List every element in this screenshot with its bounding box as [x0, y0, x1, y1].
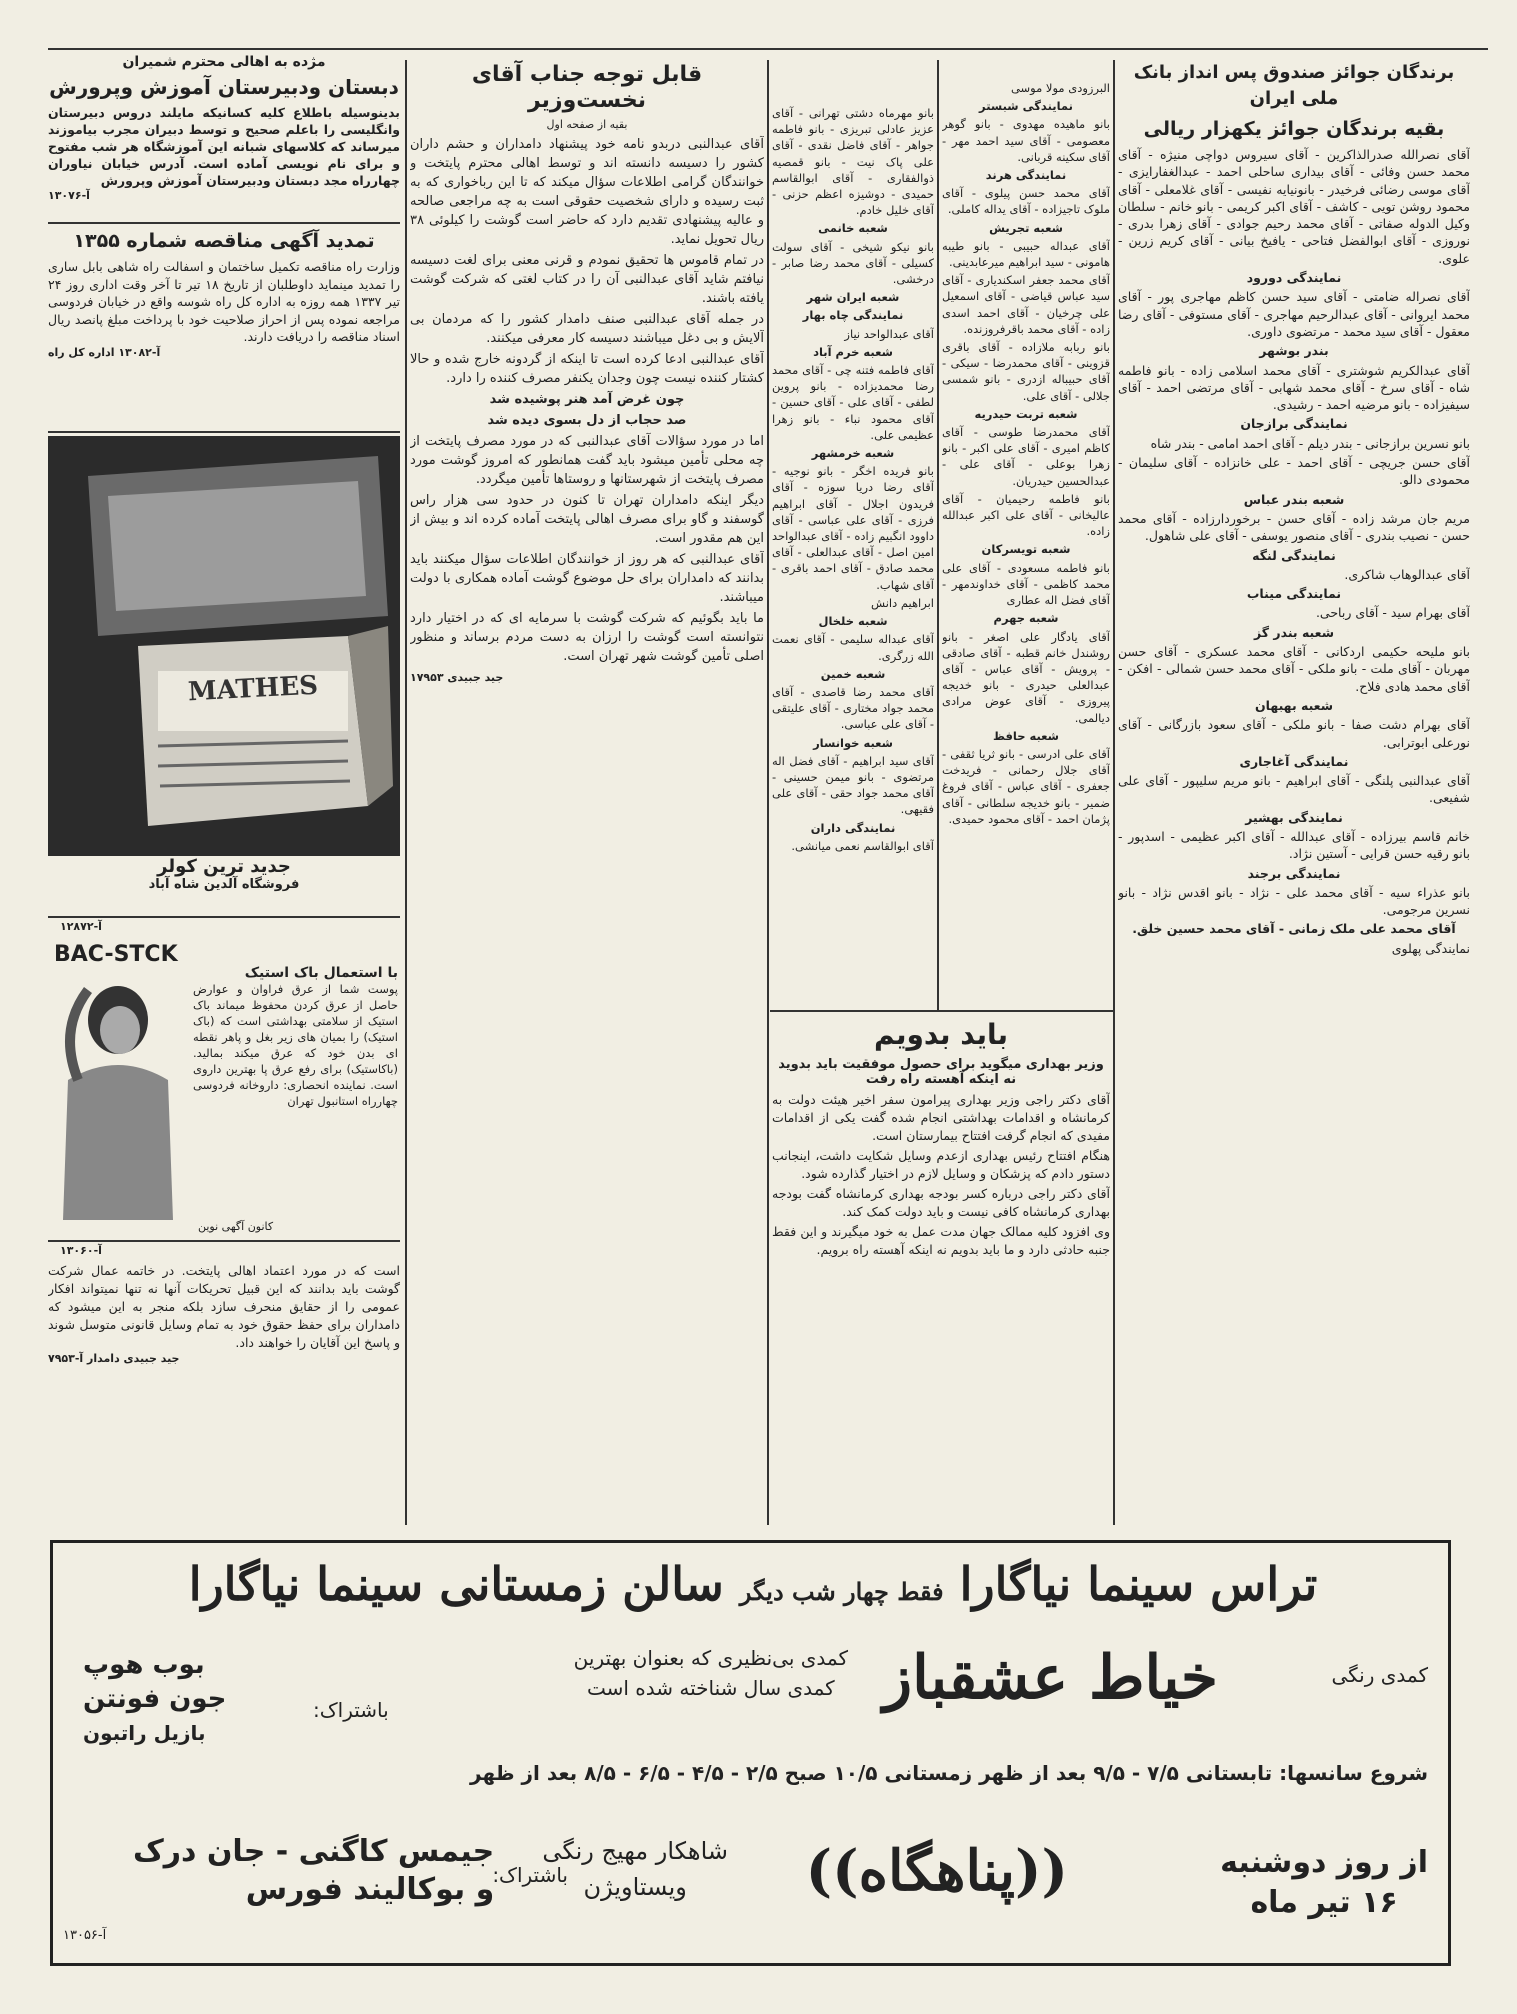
next-film-genre: شاهکار مهیج رنگی ویستاویژن: [542, 1837, 728, 1901]
article-continued-note: بقیه از صفحه اول: [546, 118, 628, 131]
banner-code: آ-۱۳۰۵۶: [63, 1928, 107, 1943]
ad-tender: [48, 226, 400, 433]
ad-cooler: [48, 436, 400, 918]
article-we-must-run-title: باید بدویم: [873, 1018, 1009, 1051]
cooler-illustration: [48, 436, 400, 856]
bacstick-brand: BAC-STCK: [54, 942, 178, 967]
column-rule-2: [937, 60, 939, 1010]
ad-tender-text: وزارت راه مناقصه تکمیل ساختمان و اسفالت راه شاهی بابل ساری را تمدید مینماید داوطلبان از تاریخ ۱۸ تیر تا آخر وقت اداری روز ۲۴ تیر ۱۳۳۷ همه روزه به اداره کل راه شوسه واقع در خیابان فردوسی مراجعه نموده پس از احراز صلاحیت خود با پرداخت مبلغ پانصد ریال اسناد مناقصه را دریافت دارند.: [48, 259, 400, 344]
box-rule-top: [770, 1010, 1113, 1012]
bacstick-head: با استعمال باک استیک: [244, 965, 398, 981]
bacstick-figure: [48, 970, 188, 1220]
ad-bacstick: [48, 940, 400, 1242]
next-film-title: ((پناهگاه)): [805, 1838, 1068, 1904]
film-title: خیاط عشقباز: [883, 1643, 1218, 1713]
film-genre: کمدی رنگی: [1331, 1663, 1428, 1687]
ad-tender-code: آ-۱۳۰۸۲ اداره کل راه: [48, 345, 161, 359]
ad-school-title: دبستان ودبیرستان آموزش وپرورش: [49, 75, 399, 99]
notice-cattle: [48, 1262, 400, 1527]
cinema-banner: [50, 1540, 1451, 1966]
cooler-brand: MATHES: [187, 670, 319, 708]
ad-school: [48, 52, 400, 224]
article-prime-minister: [410, 60, 764, 1530]
article-prime-minister-body: آقای عبدالنبی دربدو نامه خود پیشنهاد دامداران و حشم داران کشور را دسیسه دانسته اند و توسط اهالی محترم پایتخت و خوانندگان گرامی اطلاعات سؤال میکند که تا این رباخواری که به ثبت رسیده و دارای شخصیت حقوقی است به چه مراجعی صالحه و عالیه پیشنهادی تقدیم دارد که حاضر است گوشت را کیلوئی ۳۸ ریال تحویل نماید. در تمام قاموس ها تحقیق نمودم و قرنی معنی برای لغت دسیسه نیافتم شاید آقای عبدالنبی آن را در کتاب لغتی که شرکت گوشت یافته باشند. در جمله آقای عبدالنبی صنف دامدار کشور را که مردمان بی آلایش و بی دغل میباشند دسیسه کار معرفی میکنند. آقای عبدالنبی ادعا کرده است تا اینکه از گردونه خارج شده و حالا کشتار کننده نیست چون وجدان یکنفر مصرف کننده را دارد. چون غرض آمد هنر پوشیده شد صد حجاب از دل بسوی دیده شد اما در مورد سؤالات آقای عبدالنبی که در مورد مصرف پایتخت از چه محلی تأمین میشود باید گفت همانطور که امروز گوشت مورد مصرف پایتخت از شهرستانها و روستاها تأمین میگردد. دیگر اینکه دامداران تهران تا کنون در حدود سی هزار راس گوسفند و گاو برای مصرف اهالی پایتخت آماده کرده اند و بیش از این هم مقدور است. آقای عبدالنبی که هر روز از خوانندگان اطلاعات سؤال میکنند باید بدانند که دامداران برای حل موضوع گوشت آماده همکاری با دولت میباشند. ما باید بگوئیم که شرکت گوشت با سرمایه ای که در اختیار دارد نتوانسته است گوشت را ارزان به دست مردم برساند و منظور اصلی تأمین گوشت شهر تهران است. جید جبیدی ۱۷۹۵۳: [410, 137, 764, 684]
winners-subheadline: بقیه برندگان جوائز یکهزار ریالی: [1143, 118, 1445, 140]
winners-list-3: بانو مهرماه دشتی تهرانی - آقای عزیز عادلی تبریزی - بانو فاطمه جواهر - آقای فاضل نقدی - آقای علی پاک نیت - بانو قمصیه ذوالفقاری - آقای ابوالقاسم حمیدی - دوشیزه اعظم حزنی - آقای خلیل خادم. شعبه خانمی بانو نیکو شیخی - آقای سولت کسیلی - آقای محمد رضا صابر - درخشی. شعبه ایران شهر نمایندگی چاه بهار آقای عبدالواحد نیاز شعبه خرم آباد آقای فاطمه فتنه چی - آقای محمد رضا محمدیزاده - بانو پروین لطفی - آقای علی - آقای حسین - آقای محمود نباء - بانو زهرا عظیمی علی. شعبه خرمشهر بانو فریده اخگر - بانو نوجیه - آقای رضا دریا سوزه - آقای فریدون اجلال - آقای ابراهیم فرزی - آقای علی عباسی - آقای داوود انگبیم زاده - آقای عبدالواحد امین اصل - آقای عبدالعلی - آقای محمد صادق - آقای احمد باقری - آقای شهاب. ابراهیم دانش شعبه خلخال آقای عبداله سلیمی - آقای نعمت الله زرگری. شعبه خمین آقای محمد رضا قاصدی - آقای محمد جواد مختاری - آقای علیتقی - آقای علی عباسی. شعبه خوانسار آقای سید ابراهیم - آقای فضل اله مرتضوی - بانو میمن حسینی - آقای محمد جواد حقی - آقای علی فقیهی. نمایندگی داران آقای ابوالقاسم نعمی میانشی.: [772, 106, 934, 853]
ad-school-tagline: مژده به اهالی محترم شمیران: [122, 54, 326, 70]
film-with: باشتراک:: [313, 1698, 389, 1722]
cooler-caption: جدید ترین کولر فروشگاه آلدین شاه آباد: [48, 856, 400, 916]
next-film-with: باشتراک:: [492, 1863, 568, 1887]
cinema-headline: تراس سینما نیاگارا فقط چهار شب دیگر سالن زمستانی سینما نیاگارا: [188, 1557, 1318, 1611]
film-description: کمدی بی‌نظیری که بعنوان بهترین کمدی سال شناخته شده است: [573, 1646, 848, 1700]
column-winners-3: [772, 105, 934, 1005]
notice-cattle-code: جید جبیدی دامدار آ-۷۹۵۳: [48, 1352, 180, 1365]
article-we-must-run: [772, 1015, 1110, 1527]
notice-cattle-text: است که در مورد اعتماد اهالی پایتخت. در خاتمه عمال شرکت گوشت باید بدانند که این قبیل تحریکات آنها نه تنها نمیتواند افکار عمومی را از حقایق منحرف سازد بلکه منجر به این میشود که دامداران برای حفظ حقوق خود به تمام وسایل قانونی متوسل شوند و پاسخ این آقایان را خواهند داد.: [48, 1263, 400, 1350]
bacstick-agency: کانون آگهی نوین: [198, 1220, 274, 1233]
article-prime-minister-title: قابل توجه جناب آقای نخست‌وزیر: [471, 62, 703, 113]
bacstick-text: پوست شما از عرق فراوان و عوارض حاصل از عرق کردن محفوظ میماند باک استیک از سلامتی بهداشتی است که (باک استیک) را بمیان های زیر بغل و پاهر نقطه ای بدن خود که عرق میکند بمالید. (باکاستیک) برای رفع عرق پا بهترین داروی است. نماینده انحصاری: داروخانه فردوسی چهارراه استانبول تهران: [193, 982, 398, 1108]
column-rule-4: [405, 60, 407, 1525]
column-rule-3: [767, 60, 769, 1525]
article-we-must-run-body: آقای دکتر راجی وزیر بهداری پیرامون سفر اخیر هیئت دولت به کرمانشاه و اقدامات بهداشتی انجام شده گفت یکی از اقدامات مفیدی که انجام گرفت افتتاح بیمارستان است. هنگام افتتاح رئیس بهداری ازعدم وسایل شکایت داشت، اینجانب دستور دادم که پزشکان و وسایل لازم در اختیار گذارده شود. آقای دکتر راجی درباره کسر بودجه بهداری کرمانشاه گفت بودجه بهداری کرمانشاه کافی نیست و باید دولت کمک کند. وی افزود کلیه ممالک جهان مدت عمل به خود میگیرند و این فقط جنبه حادثی دارد و ما باید بدویم نه اینکه آهسته راه برویم.: [772, 1092, 1110, 1257]
film-stars: بوب هوپ جون فونتن بازیل راتبون: [83, 1650, 227, 1745]
winners-headline: برندگان جوائز صندوق پس انداز بانک ملی ایران: [1133, 62, 1455, 109]
column-winners-1: [1118, 58, 1470, 1533]
top-rule: [48, 48, 1488, 50]
column-winners-2: [942, 80, 1110, 1005]
ad-tender-title: تمدید آگهی مناقصه شماره ۱۳۵۵: [73, 230, 375, 252]
showtimes: شروع سانسها: تابستانی ۷/۵ - ۹/۵ بعد از ظهر زمستانی ۱۰/۵ صبح ۲/۵ - ۴/۵ - ۶/۵ - ۸/۵ بعد از ظهر: [470, 1761, 1428, 1785]
ad-school-code: آ-۱۳۰۷۶: [48, 189, 90, 202]
ad-bacstick-code: آ-۱۳۰۶۰: [60, 1244, 102, 1257]
ad-school-text: بدینوسیله باطلاع کلیه کسانیکه مایلند دروس دبیرستان وانگلیسی را باعلم صحیح و توسط دبیران مجرب بیاموزند میرساند که کلاسهای شبانه این آموزشگاه هر شب مفتوح و برای نام نویسی آماده است. آدرس خیابان نیاوران چهارراه مجد دبستان ودبیرستان آموزش وپرورش: [48, 105, 400, 188]
ad-cooler-code: آ-۱۲۸۷۲: [60, 920, 102, 933]
next-film-stars: جیمس کاگنی - جان درک و بوکالیند فورس: [133, 1834, 495, 1907]
next-film-date: از روز دوشنبه ۱۶ تیر ماه: [1220, 1845, 1428, 1920]
winners-list-2: البرزودی مولا موسی نمایندگی شبستر بانو ماهیده مهدوی - بانو گوهر معصومی - آقای سید احمد مهر - آقای سکینه قربانی. نمایندگی هرند آقای محمد حسن پیلوی - آقای ملوک تاجیزاده - آقای یداله کاملی. شعبه تجریش آقای عبداله حبیبی - بانو طیبه هامونی - سید ابراهیم میرعابدینی. آقای محمد جعفر اسکندیاری - آقای سید عباس قیاضی - آقای اسمعیل علی چرخیان - آقای احمد اسدی زاده - آقای محمد باقرفروزنده. بانو ربابه ملازاده - آقای باقری قزوینی - آقای محمدرضا - سیکی - آقای حبیباله ازدری - بانو شمسی جلالی - آقای علی. شعبه تربت حیدریه آقای محمدرضا طوسی - آقای کاظم امیری - آقای علی اکبر - بانو زهرا بوعلی - آقای علی - عبدالحسین حیدریان. بانو فاطمه رحیمیان - آقای عالیخانی - آقای علی اکبر عبدالله زاده. شعبه تویسرکان بانو فاطمه مسعودی - آقای علی محمد کاظمی - آقای خداوندمهر - آقای فضل اله عطاری شعبه جهرم آقای یادگار علی اصغر - بانو روشندل خانم قطبه - آقای صادقی - پرویش - آقای عباس - آقای عبدالعلی حیدری - بانو خدیجه پیروزی - آقای عوض مرادی دیالمی. شعبه حافظ آقای علی ادرسی - بانو ثریا ثقفی - آقای جلال رحمانی - فریدخت جعفری - آقای عباس - آقای فروغ ضمیر - بانو خدیجه سلطانی - آقای پژمان احمد - آقای محمود حمیدی.: [942, 81, 1110, 826]
column-rule-1: [1113, 60, 1115, 1525]
article-we-must-run-subtitle: وزیر بهداری میگوید برای حصول موفقیت باید بدوید نه اینکه آهسته راه رفت: [778, 1057, 1104, 1087]
winners-list-1: آقای نصرالله صدرالذاکرین - آقای سیروس دواچی منیژه - آقای محمد حسن وفائی - آقای بیداری ساحلی احمد - عبدالغفارایزی - آقای موسی رضائی فرخیدر - بانونیایه نفیسی - آقای غلامعلی - آقای محمود روشن تویی - کاشف - آقای اکبر کریمی - بانو خانم - سلطان وکیل الدوله صفاتی - آقای محمد رحیم جوادی - آقای زهرا بدری - نوروزی - آقای ابوالفضل فتاحی - یافیخ بیانی - آقای کریم زرین - علوی. نمایندگی دورود آقای نصراله ضامتی - آقای سید حسن کاظم مهاجری پور - آقای محمد ایروانی - آقای عبدالرحیم مهاجری - آقای مستوفی - آقای رضا معقول - آقای سید محمد - مرتضوی داوری. بندر بوشهر آقای عبدالکریم شوشتری - آقای محمد اسلامی زاده - بانو فاطمه شاه - آقای سرخ - آقای محمد شهابی - آقای مرتضی احمد - آقای سیفیزاده - بانو مرضیه احمد - رشیدی. نمایندگی برازجان بانو نسرین برازجانی - بندر دیلم - آقای احمد امامی - بندر شاه آقای حسن جریچی - آقای احمد - علی خانزاده - آقای سلیمان - محمودی دالو. شعبه بندر عباس مریم جان مرشد زاده - آقای حسن - برخوردارزاده - آقای محمد حسن - نصیب بندری - آقای منصور یوسفی - آقای علی شاهول. نمایندگی لنگه آقای عبدالوهاب شاکری. نمایندگی میناب آقای بهرام سید - آقای رباحی. شعبه بندر گز بانو ملیحه حکیمی اردکانی - آقای محمد عسکری - آقای حسن مهربان - آقای ملت - بانو ملکی - آقای محمد حسن شمالی - افکن - آقای محمد هادی فلاح. شعبه بهبهان آقای بهرام دشت صفا - بانو ملکی - آقای سعود بازرگانی - آقای نورعلی ابوترابی. نمایندگی آغاجاری آقای عبدالنبی پلنگی - آقای ابراهیم - بانو مریم سلیپور - آقای علی شفیعی. نمایندگی بهشیر خانم قاسم بیرزاده - آقای عبدالله - آقای اکبر عظیمی - اسدپور - بانو رقیه حسن قرایی - آستین نژاد. نمایندگی برجند بانو عذراء سیه - آقای محمد علی - نژاد - بانو اقدس نژاد - بانو نسرین مرجومی. آقای محمد علی ملک زمانی - آقای محمد حسین خلق. نمایندگی پهلوی: [1118, 147, 1470, 956]
